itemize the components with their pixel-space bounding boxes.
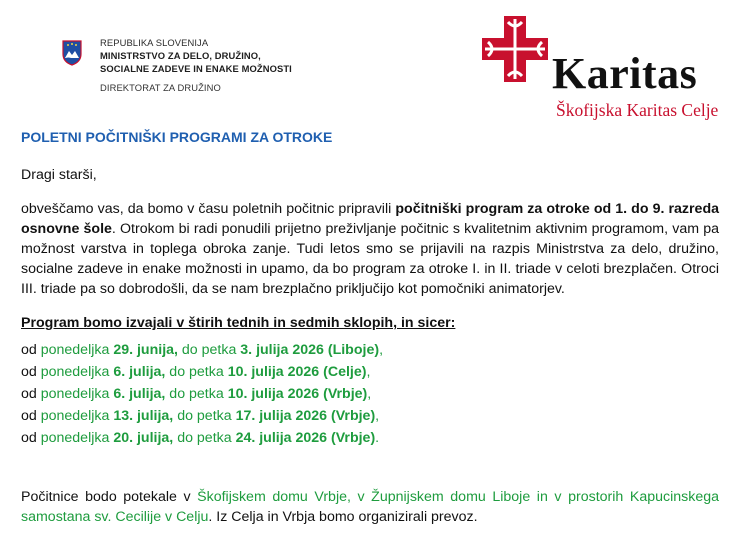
outro-text-2: . Iz Celja in Vrbja bomo organizirali prevoz. xyxy=(208,509,478,525)
intro-program-highlight: počitniški program za otroke od 1. do 9. razreda osnovne šole xyxy=(21,201,719,237)
schedule-start-prefix: ponedeljka xyxy=(40,342,114,358)
ministry-header xyxy=(62,36,322,96)
karitas-logo xyxy=(482,16,722,126)
karitas-logo-word: Karitas xyxy=(552,49,698,98)
schedule-start-prefix: ponedeljka xyxy=(40,364,114,380)
program-heading: Program bomo izvajali v štirih tednih in sedmih sklopih, in sicer: xyxy=(21,315,456,331)
letter-body xyxy=(21,127,719,527)
schedule-start-prefix: ponedeljka xyxy=(40,386,114,402)
outro-paragraph xyxy=(21,487,719,527)
schedule-od: od xyxy=(21,430,41,446)
schedule-end-date: 3. julija 2026 xyxy=(240,342,324,358)
karitas-cross-icon xyxy=(482,16,548,82)
schedule-location: (Celje) xyxy=(319,364,367,380)
schedule-tail: , xyxy=(366,364,371,380)
schedule-item xyxy=(21,383,719,405)
schedule-list xyxy=(21,339,719,449)
outro-locations: Škofijskem domu Vrbje, v Župnijskem domu Liboje in v prostorih Kapucinskega samostana sv. Cecilije v Celju xyxy=(21,489,719,525)
schedule-end-date: 17. julija 2026 xyxy=(235,408,328,424)
schedule-mid: do petka xyxy=(177,342,241,358)
karitas-logo-subtitle: Škofijska Karitas Celje xyxy=(556,100,719,120)
intro-text-1: obveščamo vas, da bomo v času poletnih počitnic pripravili xyxy=(21,201,396,217)
schedule-start-date: 6. julija, xyxy=(113,364,166,380)
schedule-tail: . xyxy=(375,430,380,446)
schedule-item xyxy=(21,427,719,449)
schedule-start-prefix: ponedeljka xyxy=(40,408,114,424)
ministry-line-country: REPUBLIKA SLOVENIJA xyxy=(100,37,209,48)
schedule-start-date: 6. julija, xyxy=(113,386,166,402)
ministry-name xyxy=(100,36,292,94)
schedule-start-prefix: ponedeljka xyxy=(40,430,114,446)
ministry-line-name: MINISTRSTVO ZA DELO, DRUŽINO, xyxy=(100,50,261,61)
schedule-tail: , xyxy=(367,386,372,402)
schedule-mid: do petka xyxy=(165,364,228,380)
schedule-mid: do petka xyxy=(173,408,236,424)
ministry-line-name-2: SOCIALNE ZADEVE IN ENAKE MOŽNOSTI xyxy=(100,63,292,74)
schedule-item xyxy=(21,405,719,427)
schedule-od: od xyxy=(21,386,41,402)
schedule-end-date: 10. julija 2026 xyxy=(227,364,320,380)
page-title: POLETNI POČITNIŠKI PROGRAMI ZA OTROKE xyxy=(21,129,333,145)
slovenia-coat-of-arms-icon xyxy=(62,40,82,66)
outro-text-1: Počitnice bodo potekale v xyxy=(21,489,198,505)
schedule-start-date: 13. julija, xyxy=(113,408,174,424)
greeting: Dragi starši, xyxy=(21,167,97,183)
schedule-mid: do petka xyxy=(165,386,228,402)
schedule-end-date: 24. julija 2026 xyxy=(235,430,328,446)
schedule-start-date: 29. junija, xyxy=(113,342,178,358)
schedule-item xyxy=(21,339,719,361)
intro-paragraph xyxy=(21,199,719,299)
schedule-mid: do petka xyxy=(173,430,236,446)
schedule-item xyxy=(21,361,719,383)
schedule-location: (Vrbje) xyxy=(327,408,376,424)
intro-text-2: . Otrokom bi radi ponudili prijetno preživljanje počitnic s kvalitetnim aktivnim programom, vam pa možnost varstva in toplega obroka zanje. Tudi letos smo se prijavili na razpis Ministrstva za delo, družino, socialne zadeve in enake možnosti in upamo, da bo program za otroke I. in II. triade v celoti brezplačen. Otroci III. triade pa so dobrodošli, da se nam brezplačno priključijo kot pomočniki animatorjev. xyxy=(21,221,719,297)
schedule-start-date: 20. julija, xyxy=(113,430,174,446)
schedule-tail: , xyxy=(379,342,384,358)
schedule-tail: , xyxy=(375,408,380,424)
schedule-od: od xyxy=(21,408,41,424)
directorate-name: DIREKTORAT ZA DRUŽINO xyxy=(100,82,221,93)
schedule-location: (Liboje) xyxy=(323,342,380,358)
schedule-od: od xyxy=(21,364,41,380)
schedule-location: (Vrbje) xyxy=(327,430,376,446)
schedule-location: (Vrbje) xyxy=(319,386,368,402)
schedule-end-date: 10. julija 2026 xyxy=(227,386,320,402)
schedule-od: od xyxy=(21,342,41,358)
